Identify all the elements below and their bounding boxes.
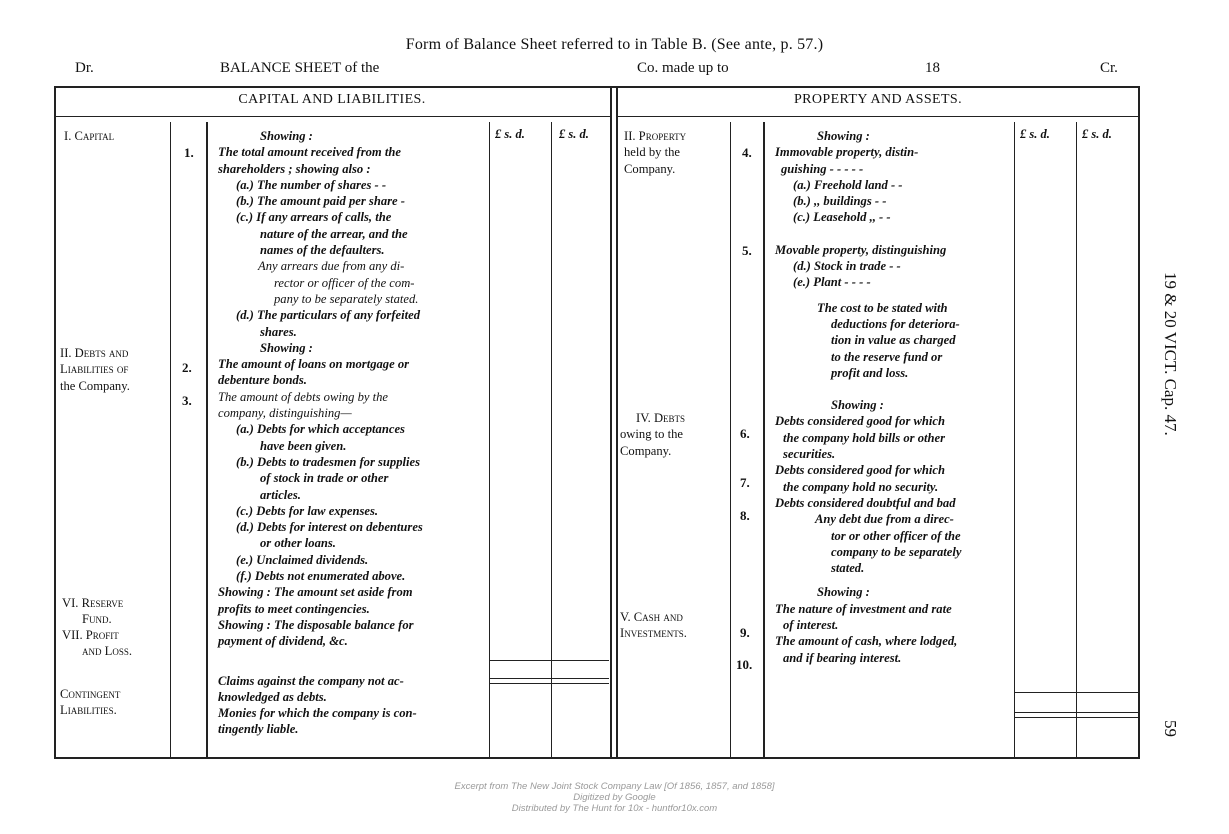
text-line: (b.) The amount paid per share - [236, 194, 405, 209]
right-total-rule-b [1014, 717, 1138, 718]
text-line: of stock in trade or other [260, 471, 389, 486]
text-line: Any arrears due from any di- [258, 259, 405, 274]
category-line: Contingent [60, 687, 121, 701]
footer-distributed: Distributed by The Hunt for 10x - huntfor10x.com [511, 803, 718, 814]
text-line: Movable property, distinguishing [775, 242, 947, 257]
text-line: the company hold bills or other [783, 430, 945, 445]
text-line: and if bearing interest. [783, 650, 902, 665]
category-line: IV. Debts [636, 411, 686, 425]
text-line: of interest. [783, 618, 839, 633]
text-line: knowledged as debts. [218, 689, 327, 704]
category-line: Fund. [82, 612, 112, 627]
item-number-9: 9. [740, 625, 750, 640]
category-line: Company. [620, 443, 672, 458]
right-total-rule-a [1014, 712, 1138, 713]
text-line: rector or officer of the com- [274, 275, 415, 290]
item-number-1: 1. [184, 145, 194, 160]
text-line: The amount of cash, where lodged, [775, 634, 958, 649]
category-line: Investments. [620, 626, 687, 641]
text-line: (d.) Stock in trade - - [793, 259, 901, 274]
left-section-heading: CAPITAL AND LIABILITIES. [238, 92, 426, 107]
center-divider-b [616, 86, 618, 758]
category-line: VI. Reserve [62, 596, 124, 610]
text-line: (a.) The number of shares - - [236, 177, 387, 192]
balance-sheet-of-label: BALANCE SHEET of the [220, 60, 380, 76]
left-col-line-1 [170, 122, 171, 758]
item-number-8: 8. [740, 508, 750, 523]
text-line: payment of dividend, &c. [218, 634, 348, 649]
text-line: have been given. [260, 438, 347, 453]
text-line: (c.) Debts for law expenses. [236, 503, 379, 518]
item-number-3: 3. [182, 393, 192, 408]
text-line: tingently liable. [218, 722, 299, 737]
category-profit-loss [62, 627, 132, 660]
category-line: Company. [624, 161, 676, 176]
text-line: (f.) Debts not enumerated above. [236, 569, 406, 584]
text-line: names of the defaulters. [260, 243, 385, 258]
text-line: Showing : [260, 129, 313, 143]
item-number-4: 4. [742, 145, 752, 160]
text-line: Showing : [817, 585, 870, 600]
text-line: or other loans. [260, 536, 336, 551]
right-col-line-1 [730, 122, 731, 758]
right-col-line-4 [1076, 122, 1077, 758]
dr-label: Dr. [75, 60, 94, 76]
text-line: nature of the arrear, and the [260, 226, 408, 241]
text-line: (b.) ,, buildings - - [793, 194, 887, 209]
category-line: the Company. [60, 378, 130, 393]
text-line: The cost to be stated with [817, 300, 948, 315]
text-line: (d.) Debts for interest on debentures [236, 520, 423, 535]
category-line: Liabilities. [60, 703, 117, 718]
item-number-10: 10. [736, 657, 753, 672]
category-line: II. Debts and [60, 346, 129, 360]
text-line: guishing - - - - - [781, 161, 864, 176]
left-subtotal-rule [489, 660, 609, 661]
right-heading-rule [618, 116, 1140, 117]
category-reserve-fund [62, 595, 123, 628]
footer-excerpt: Excerpt from The New Joint Stock Company Law [Of 1856, 1857, and 1858] [454, 781, 775, 792]
category-line: owing to the [620, 427, 683, 442]
text-line: The nature of investment and rate [775, 601, 952, 616]
co-made-up-to-label: Co. made up to [637, 60, 729, 76]
text-line: tion in value as charged [831, 333, 956, 348]
text-line: Showing : The amount set aside from [218, 585, 413, 600]
category-line: II. Property [624, 129, 687, 143]
text-line: (e.) Plant - - - - [793, 275, 871, 290]
left-items-text [218, 128, 482, 738]
right-section-heading: PROPERTY AND ASSETS. [793, 92, 963, 107]
text-line: Showing : [817, 129, 870, 143]
text-line: the company hold no security. [783, 479, 939, 494]
category-debts-owing [620, 410, 685, 459]
text-line: The amount of loans on mortgage or [218, 357, 410, 372]
footer-digitized: Digitized by Google [573, 792, 656, 803]
year-label: 18 [925, 60, 940, 76]
text-line: (b.) Debts to tradesmen for supplies [236, 454, 421, 469]
balance-sheet-table [54, 86, 1140, 758]
text-line: shareholders ; showing also : [218, 161, 371, 176]
left-total-rule-b [489, 683, 609, 684]
left-heading-rule [54, 116, 610, 117]
page-title: Form of Balance Sheet referred to in Table B. (See ante, p. 57.) [405, 36, 824, 53]
text-line: company, distinguishing— [218, 406, 352, 421]
text-line: (a.) Freehold land - - [793, 177, 903, 192]
text-line: The amount of debts owing by the [218, 389, 389, 404]
text-line: Any debt due from a direc- [815, 512, 954, 527]
category-line: held by the [624, 145, 680, 160]
table-right-border [1138, 86, 1140, 758]
text-line: (c.) Leasehold ,, - - [793, 210, 891, 225]
item-number-5: 5. [742, 243, 752, 258]
left-col-line-4 [551, 122, 552, 758]
item-number-6: 6. [740, 426, 750, 441]
text-line: pany to be separately stated. [274, 291, 419, 306]
text-line: Claims against the company not ac- [218, 673, 404, 688]
table-bottom-border [54, 757, 1140, 759]
category-cash-investments [620, 609, 687, 642]
left-col-line-2 [206, 122, 208, 758]
text-line: to the reserve fund or [831, 349, 943, 364]
text-line: Debts considered good for which [775, 414, 946, 429]
text-line: profit and loss. [831, 365, 909, 380]
text-line: company to be separately [831, 544, 962, 559]
text-line: shares. [260, 324, 297, 339]
table-left-border [54, 86, 56, 758]
text-line: debenture bonds. [218, 373, 307, 388]
right-col-line-3 [1014, 122, 1015, 758]
category-line: V. Cash and [620, 610, 683, 624]
text-line: articles. [260, 487, 301, 502]
text-line: Debts considered good for which [775, 463, 946, 478]
text-line: Debts considered doubtful and bad [775, 495, 956, 510]
item-number-7: 7. [740, 475, 750, 490]
left-money-header-1: £ s. d. [495, 127, 525, 141]
text-line: Showing : [260, 340, 313, 355]
table-top-border [54, 86, 1140, 88]
text-line: (a.) Debts for which acceptances [236, 422, 405, 437]
side-running-heading: 19 & 20 VICT. Cap. 47. [1161, 272, 1180, 436]
category-contingent-liabilities [60, 686, 120, 719]
text-line: Showing : [831, 398, 884, 413]
text-line: (c.) If any arrears of calls, the [236, 210, 392, 225]
text-line: tor or other officer of the [831, 528, 961, 543]
category-debts-liabilities [60, 345, 130, 394]
text-line: profits to meet contingencies. [218, 601, 370, 616]
left-money-header-2: £ s. d. [559, 127, 589, 141]
center-divider-a [610, 86, 612, 758]
right-col-line-2 [763, 122, 765, 758]
item-number-2: 2. [182, 360, 192, 375]
text-line: securities. [783, 447, 836, 462]
left-total-rule-a [489, 678, 609, 679]
page-number: 59 [1161, 720, 1180, 737]
category-line: and Loss. [82, 644, 132, 659]
text-line: Monies for which the company is con- [218, 706, 417, 721]
text-line: deductions for deteriora- [831, 316, 960, 331]
text-line: Immovable property, distin- [775, 145, 919, 160]
right-money-header-2: £ s. d. [1082, 127, 1112, 141]
text-line: Showing : The disposable balance for [218, 617, 414, 632]
category-capital: I. Capital [64, 129, 115, 143]
text-line: stated. [831, 561, 865, 576]
category-line: Liabilities of [60, 362, 129, 377]
left-col-line-3 [489, 122, 490, 758]
category-property [624, 128, 686, 177]
right-items-text [775, 128, 1008, 666]
right-subtotal-rule [1014, 692, 1138, 693]
category-line: VII. Profit [62, 628, 119, 642]
text-line: (e.) Unclaimed dividends. [236, 552, 369, 567]
text-line: (d.) The particulars of any forfeited [236, 308, 420, 323]
right-money-header-1: £ s. d. [1020, 127, 1050, 141]
cr-label: Cr. [1100, 60, 1118, 76]
text-line: The total amount received from the [218, 145, 401, 160]
